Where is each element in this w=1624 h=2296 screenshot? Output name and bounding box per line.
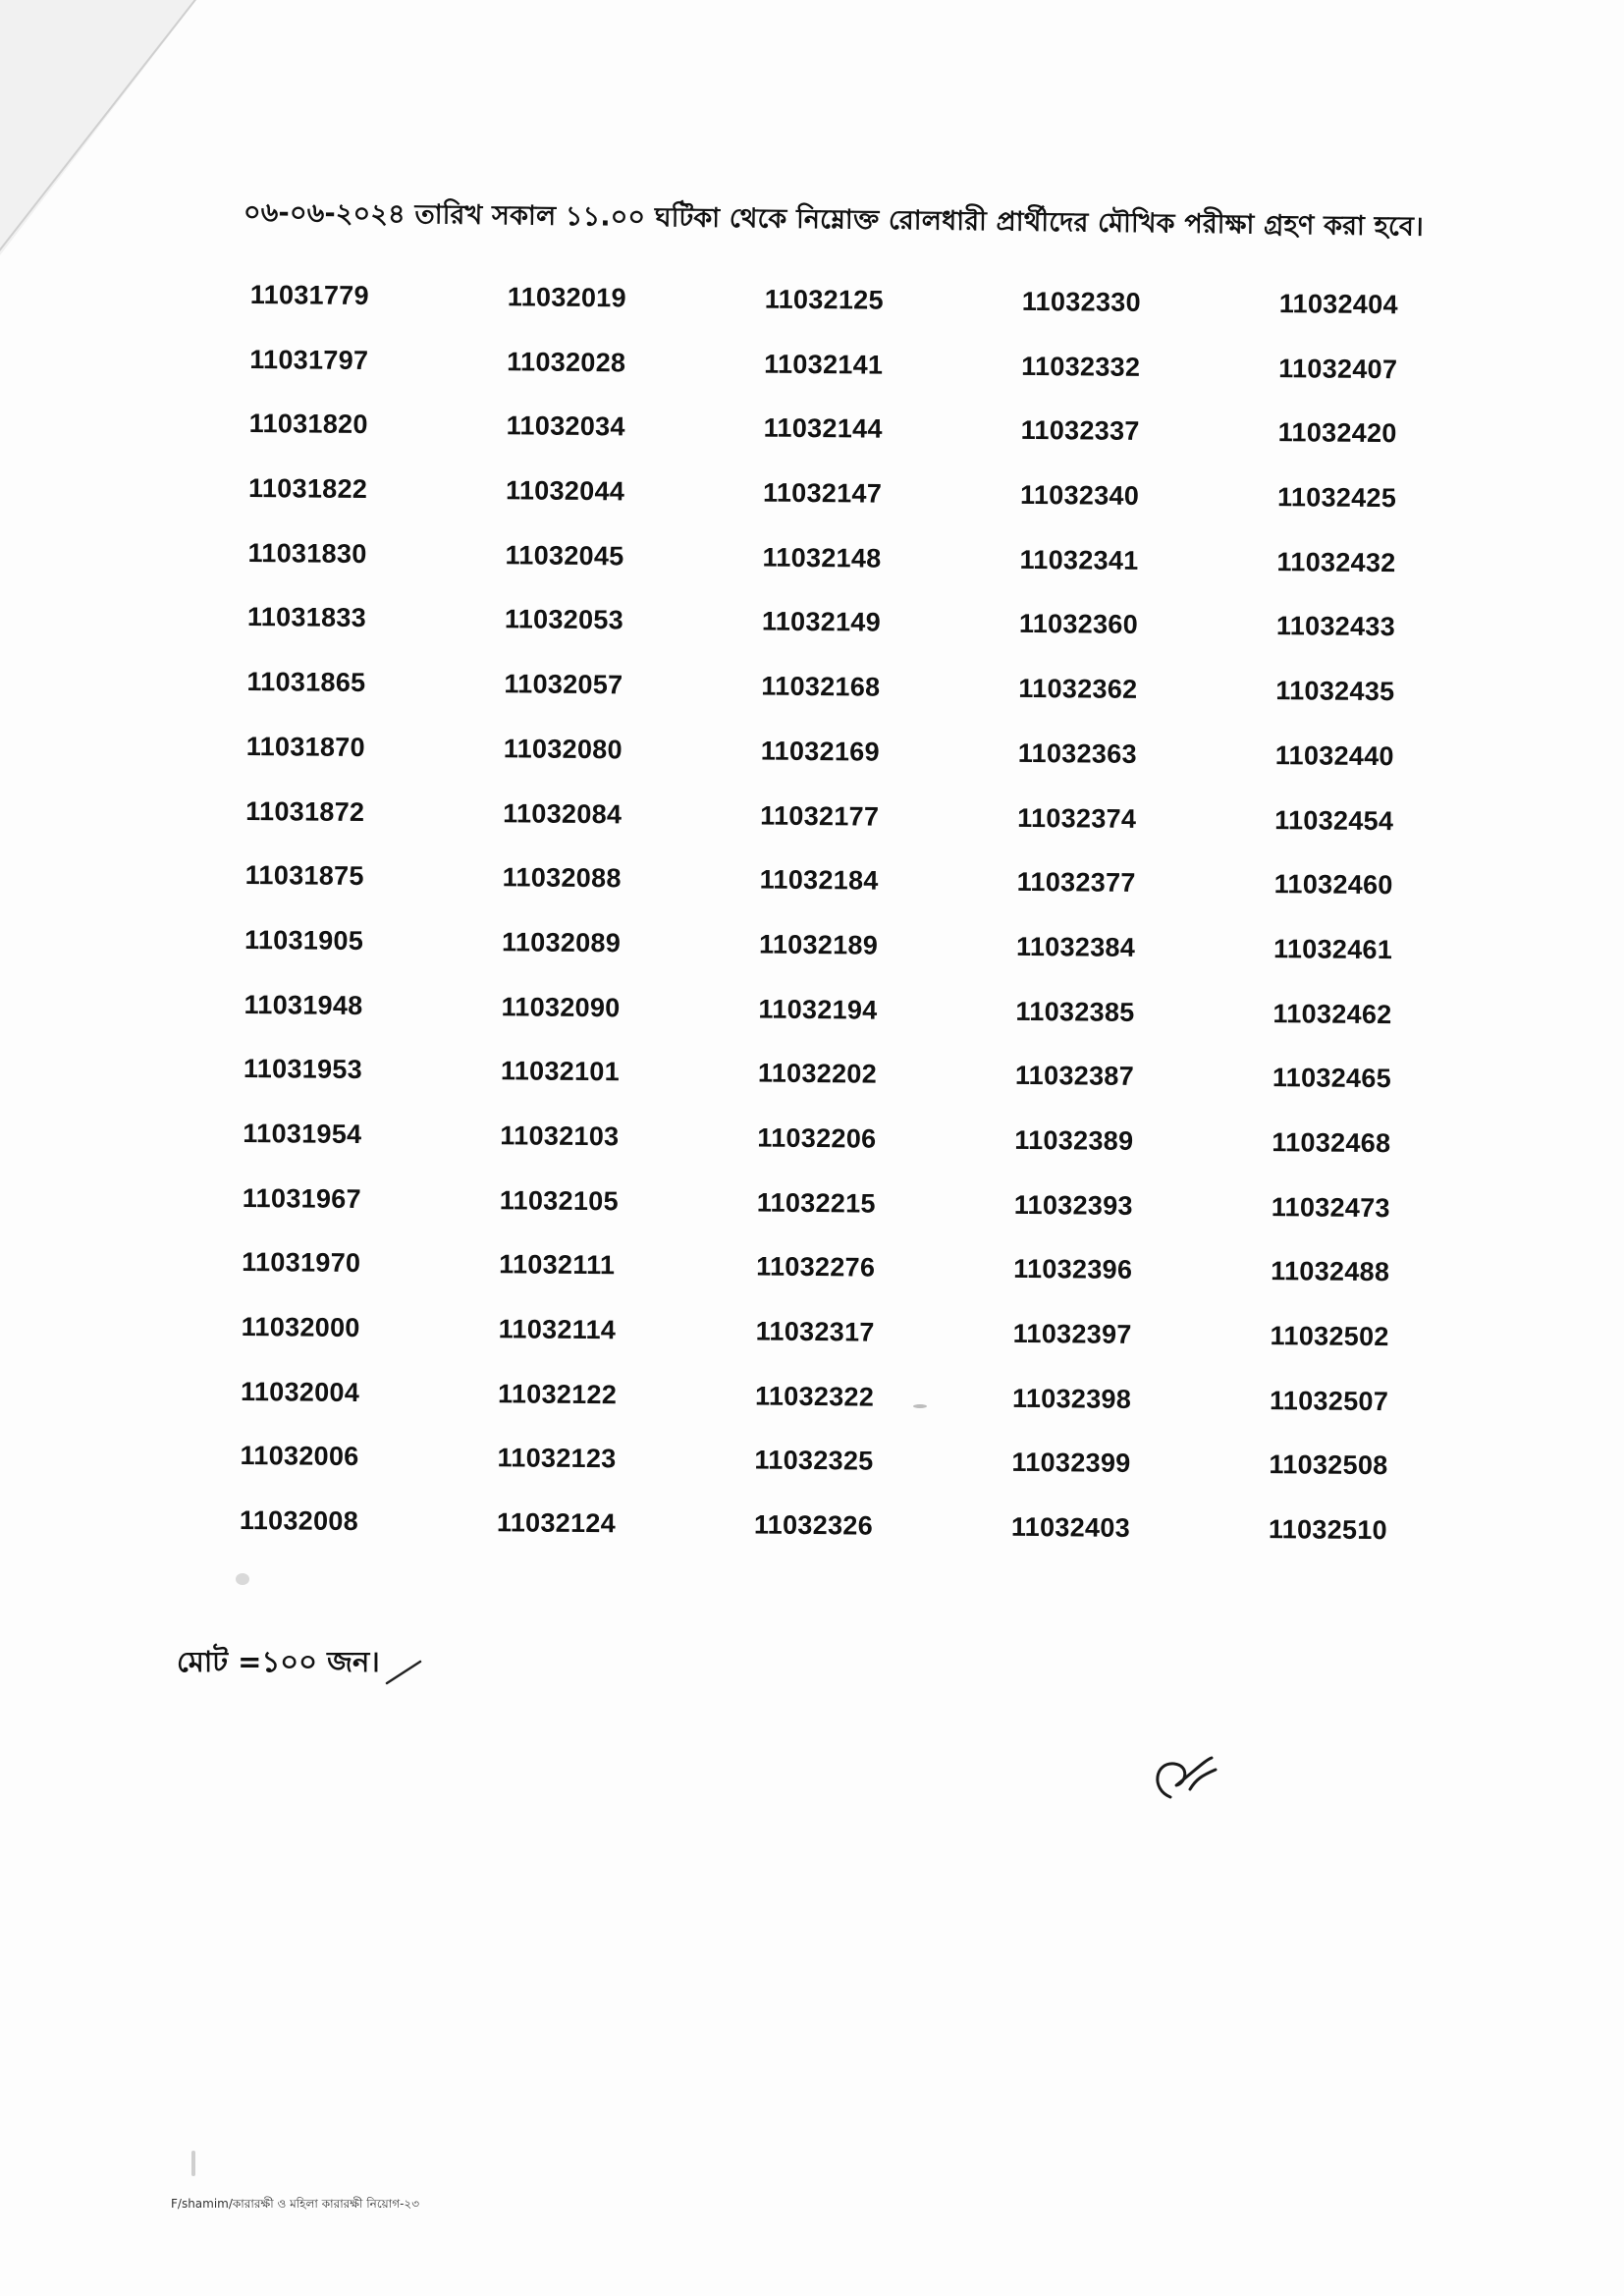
- roll-number: 11032189: [758, 929, 879, 960]
- roll-number: 11032028: [507, 346, 626, 378]
- roll-number: 11032101: [500, 1056, 621, 1087]
- pen-tick-icon: [385, 1658, 424, 1687]
- scan-smudge: [236, 1573, 249, 1585]
- roll-number: 11032389: [1014, 1124, 1134, 1156]
- roll-number: 11032053: [504, 604, 624, 635]
- roll-column: [1011, 284, 1279, 1576]
- roll-number: 11032362: [1018, 673, 1138, 705]
- roll-number: 11032317: [755, 1316, 875, 1347]
- roll-number: 11032034: [506, 410, 625, 442]
- roll-number: 11032057: [504, 669, 623, 700]
- roll-number: 11031870: [245, 731, 366, 762]
- roll-number: 11031954: [243, 1118, 362, 1149]
- roll-number: 11032184: [759, 864, 879, 896]
- roll-number: 11032508: [1269, 1449, 1388, 1481]
- roll-number: 11032363: [1017, 738, 1137, 769]
- roll-number: 11031865: [246, 667, 366, 698]
- roll-number: 11032322: [754, 1381, 875, 1412]
- roll-number: 11031875: [244, 860, 364, 892]
- roll-number: 11032084: [503, 797, 623, 829]
- roll-number: 11032465: [1272, 1063, 1392, 1094]
- roll-number: 11032168: [761, 671, 881, 702]
- roll-number: 11032337: [1020, 415, 1140, 447]
- roll-number: 11032407: [1278, 353, 1398, 384]
- roll-number: 11032008: [239, 1505, 359, 1537]
- roll-number: 11032125: [764, 284, 884, 315]
- roll-number: 11032103: [500, 1121, 620, 1152]
- roll-number: 11032202: [757, 1058, 878, 1089]
- roll-number: 11031948: [244, 989, 363, 1020]
- roll-number: 11032399: [1011, 1448, 1131, 1479]
- roll-number: 11032124: [496, 1507, 617, 1539]
- roll-number: 11032387: [1014, 1061, 1135, 1092]
- total-count: মোট =১০০ জন।: [177, 1645, 380, 1678]
- roll-number: 11032147: [762, 477, 883, 509]
- roll-number: 11032194: [758, 994, 878, 1025]
- roll-number: 11032019: [507, 282, 627, 313]
- roll-number: 11032454: [1274, 804, 1394, 836]
- roll-number: 11032090: [501, 991, 621, 1022]
- roll-number: 11032433: [1275, 611, 1396, 642]
- roll-number: 11032420: [1277, 417, 1397, 449]
- roll-number: 11032473: [1271, 1191, 1390, 1223]
- roll-number: 11032045: [505, 540, 624, 572]
- roll-number: 11032502: [1270, 1321, 1389, 1352]
- roll-column: [754, 282, 1022, 1574]
- roll-column: [240, 277, 508, 1569]
- roll-number: 11032507: [1269, 1385, 1389, 1416]
- roll-number: 11032425: [1276, 482, 1397, 514]
- roll-number: 11032089: [501, 927, 622, 958]
- roll-number: 11032374: [1017, 802, 1137, 834]
- roll-number: 11032404: [1278, 289, 1398, 320]
- roll-number: 11031779: [249, 279, 370, 311]
- roll-number: 11032325: [754, 1445, 874, 1476]
- roll-number: 11032144: [763, 412, 883, 444]
- roll-number: 11032384: [1015, 931, 1136, 962]
- roll-number: 11032440: [1274, 739, 1394, 771]
- roll-number: 11032398: [1011, 1383, 1132, 1414]
- roll-number: 11032462: [1272, 998, 1392, 1029]
- roll-number: 11032122: [497, 1378, 618, 1409]
- folded-corner: [0, 0, 196, 255]
- roll-number: 11031797: [249, 344, 369, 375]
- roll-number: 11032396: [1013, 1254, 1133, 1285]
- roll-number: 11031953: [243, 1054, 363, 1085]
- roll-column: [1268, 286, 1536, 1578]
- roll-number: 11032341: [1019, 544, 1139, 575]
- roll-number: 11032326: [753, 1509, 874, 1541]
- roll-number: 11032332: [1021, 351, 1141, 382]
- roll-number: 11032177: [760, 800, 880, 832]
- notice-heading: ০৬-০৬-২০২৪ তারিখ সকাল ১১.০০ ঘটিকা থেকে নিম্নোক্ত রোলধারী প্রার্থীদের মৌখিক পরীক্ষা গ্রহণ করা হবে।: [243, 197, 1425, 243]
- roll-column: [497, 279, 765, 1571]
- roll-number: 11031822: [247, 473, 368, 505]
- roll-number: 11032006: [240, 1441, 359, 1472]
- roll-number: 11032004: [240, 1376, 360, 1407]
- roll-number: 11032403: [1010, 1511, 1131, 1543]
- roll-number: 11032141: [764, 349, 884, 380]
- roll-number: 11031820: [248, 409, 368, 440]
- roll-number: 11031967: [242, 1182, 361, 1214]
- roll-number: 11032105: [499, 1184, 619, 1216]
- roll-number: 11032206: [757, 1122, 877, 1154]
- roll-number: 11032435: [1275, 676, 1395, 707]
- roll-number: 11032468: [1272, 1127, 1391, 1159]
- roll-number: 11031872: [245, 795, 365, 827]
- roll-number: 11032148: [762, 542, 882, 574]
- file-path-footer: F/shamim/কারারক্ষী ও মহিলা কারারক্ষী নিয়োগ-২৩: [171, 2197, 420, 2211]
- roll-number: 11032169: [760, 736, 880, 767]
- roll-number: 11032340: [1019, 479, 1140, 511]
- roll-number: 11032397: [1012, 1318, 1132, 1349]
- roll-number: 11032215: [756, 1187, 876, 1219]
- roll-number: 11032377: [1016, 867, 1136, 899]
- roll-number: 11032460: [1273, 869, 1393, 901]
- roll-number: 11032393: [1013, 1189, 1133, 1221]
- roll-number: 11032461: [1272, 933, 1393, 965]
- roll-number: 11031833: [246, 602, 367, 633]
- roll-number: 11032432: [1276, 546, 1396, 577]
- roll-number: 11032111: [499, 1249, 616, 1281]
- roll-number: 11032123: [497, 1443, 617, 1474]
- roll-number: 11032488: [1271, 1256, 1390, 1287]
- scan-smudge: [191, 2151, 195, 2176]
- roll-number: 11032510: [1268, 1514, 1388, 1546]
- roll-number: 11031905: [244, 924, 364, 956]
- roll-number: 11032149: [761, 606, 882, 638]
- scan-smudge: [913, 1404, 927, 1408]
- roll-number: 11032088: [502, 862, 622, 894]
- roll-number: 11031970: [242, 1247, 361, 1279]
- roll-number: 11032385: [1015, 996, 1135, 1027]
- roll-number: 11032276: [756, 1251, 876, 1283]
- roll-number: 11032000: [241, 1311, 360, 1343]
- roll-number: 11031830: [247, 537, 367, 569]
- roll-number-grid: [240, 277, 1537, 1578]
- roll-number: 11032044: [505, 475, 625, 507]
- roll-number: 11032360: [1018, 609, 1139, 640]
- handwritten-signature: [1141, 1740, 1229, 1809]
- roll-number: 11032080: [503, 734, 623, 765]
- roll-number: 11032330: [1021, 286, 1141, 317]
- roll-number: 11032114: [498, 1314, 617, 1345]
